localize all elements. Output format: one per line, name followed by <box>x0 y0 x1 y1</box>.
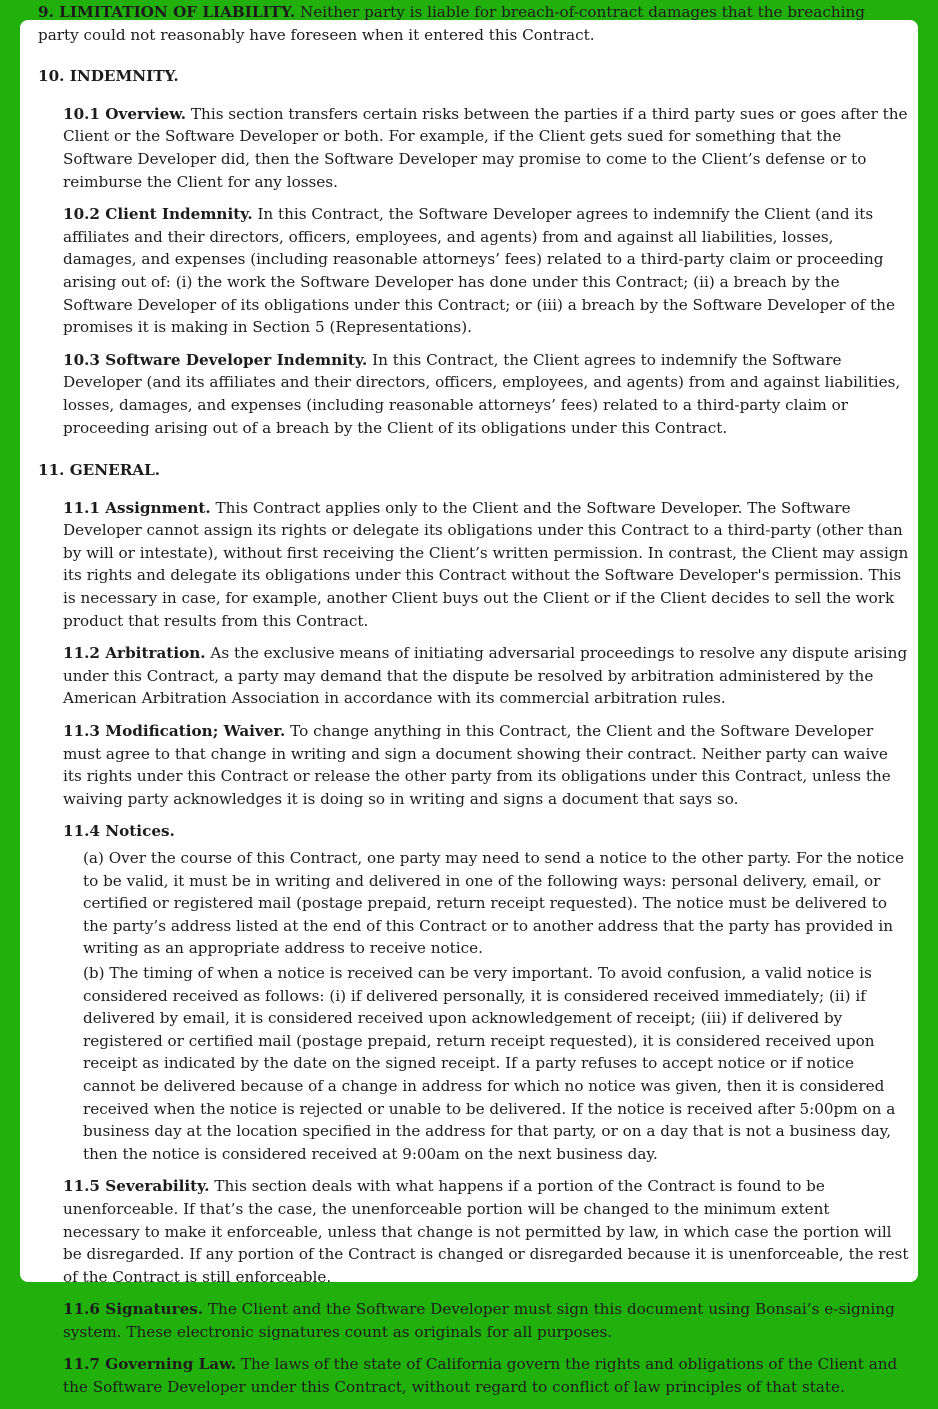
clause-11-3 <box>63 720 910 810</box>
clause-title: 10.3 Software Developer Indemnity. <box>63 350 368 369</box>
clause-title: 11.1 Assignment. <box>63 498 211 517</box>
clause-10-1 <box>63 103 910 193</box>
contract-body <box>38 1 910 1409</box>
clause-11-5 <box>63 1175 910 1288</box>
clause-title: 11.3 Modification; Waiver. <box>63 722 286 741</box>
clause-title: 11.6 Signatures. <box>63 1300 204 1319</box>
clause-title: 11.2 Arbitration. <box>63 644 206 663</box>
section-10-heading: 10. INDEMNITY. <box>38 67 179 86</box>
section-9-title: 9. LIMITATION OF LIABILITY. <box>38 3 296 21</box>
clause-10-2 <box>63 203 910 339</box>
clause-11-4-title: 11.4 Notices. <box>63 822 175 841</box>
clause-11-7 <box>63 1353 910 1398</box>
section-11-heading: 11. GENERAL. <box>38 461 161 480</box>
section-9-fragment <box>38 1 910 46</box>
clause-title: 11.5 Severability. <box>63 1177 210 1196</box>
document-page <box>20 3 918 1397</box>
clause-text: The Client and the Software Developer must sign this document using Bonsai’s e-signing system. These electronic signatures count as originals for all purposes. <box>63 1300 895 1341</box>
clause-11-2 <box>63 642 910 710</box>
clause-text: In this Contract, the Client agrees to indemnify the Software Developer (and its affiliates and their directors, officers, employees, and agents) from and against liabilities, losses, damages, and expenses (including reasonable attorneys’ fees) related to a third-party claim or proceeding arising out of a breach by the Client of its obligations under this Contract. <box>63 350 901 437</box>
section-9-text: Neither party is liable for breach-of-contract damages that the breaching party could not reasonably have foreseen when it entered this Contract. <box>38 3 865 44</box>
clause-11-6 <box>63 1298 910 1343</box>
clause-text: To change anything in this Contract, the Client and the Software Developer must agree to that change in writing and sign a document showing their contract. Neither party can waive its rights under this Contract or release the other party from its obligations under this Contract, unless the waiving party acknowledges it is doing so in writing and signs a document that says so. <box>63 722 891 808</box>
clause-11-4-a: (a) Over the course of this Contract, one party may need to send a notice to the other party. For the notice to be valid, it must be in writing and delivered in one of the following ways: personal delivery, email, or certified or registered mail (postage prepaid, return receipt requested). The notice must be delivered to the party’s address listed at the end of this Contract or to another address that the party has provided in writing as an appropriate address to receive notice. <box>83 849 905 958</box>
clause-title: 10.1 Overview. <box>63 104 187 123</box>
clause-text: This Contract applies only to the Client and the Software Developer. The Software Developer cannot assign its rights or delegate its obligations under this Contract to a third-party (other than by will or intestate), without first receiving the Client’s written permission. In contrast, the Client may assign its rights and delegate its obligations under this Contract without the Software Developer's permission. This is necessary in case, for example, another Client buys out the Client or if the Client decides to sell the work product that results from this Contract. <box>63 498 909 630</box>
clause-title: 11.7 Governing Law. <box>63 1355 236 1374</box>
clause-text: In this Contract, the Software Developer agrees to indemnify the Client (and its affiliates and their directors, officers, employees, and agents) from and against all liabilities, losses, damages, and expenses (including reasonable attorneys’ fees) related to a third-party claim or proceeding arising out of: (i) the work the Software Developer has done under this Contract; (ii) a breach by the Software Developer of its obligations under this Contract; or (iii) a breach by the Software Developer of the promises it is making in Section 5 (Representations). <box>63 205 895 337</box>
clause-11-4-b: (b) The timing of when a notice is received can be very important. To avoid confusion, a valid notice is considered received as follows: (i) if delivered personally, it is considered received immediately; (ii) if delivered by email, it is considered received upon acknowledgement of receipt; (iii) if delivered by registered or certified mail (postage prepaid, return receipt requested), it is considered received upon receipt as indicated by the date on the signed receipt. If a party refuses to accept notice or if notice cannot be delivered because of a change in address for which no notice was given, then it is considered received when the notice is rejected or unable to be delivered. If the notice is received after 5:00pm on a business day at the location specified in the address for that party, or on a day that is not a business day, then the notice is considered received at 9:00am on the next business day. <box>83 963 896 1163</box>
clause-text: The laws of the state of California govern the rights and obligations of the Client and the Software Developer under this Contract, without regard to conflict of law principles of that state. <box>63 1355 898 1397</box>
clause-11-1 <box>63 497 910 633</box>
clause-text: As the exclusive means of initiating adversarial proceedings to resolve any dispute arising under this Contract, a party may demand that the dispute be resolved by arbitration administered by the American Arbitration Association in accordance with its commercial arbitration rules. <box>63 644 908 708</box>
clause-text: This section transfers certain risks between the parties if a third party sues or goes after the Client or the Software Developer or both. For example, if the Client gets sued for something that the Software Developer did, then the Software Developer may promise to come to the Client’s defense or to reimburse the Client for any losses. <box>63 104 908 191</box>
clause-10-3 <box>63 349 910 439</box>
clause-title: 10.2 Client Indemnity. <box>63 205 253 224</box>
clause-text: This section deals with what happens if a portion of the Contract is found to be unenforceable. If that’s the case, the unenforceable portion will be changed to the minimum extent necessary to make it enforceable, unless that change is not permitted by law, in which case the portion will be disregarded. If any portion of the Contract is changed or disregarded because it is unenforceable, the rest of the Contract is still enforceable. <box>63 1177 909 1286</box>
